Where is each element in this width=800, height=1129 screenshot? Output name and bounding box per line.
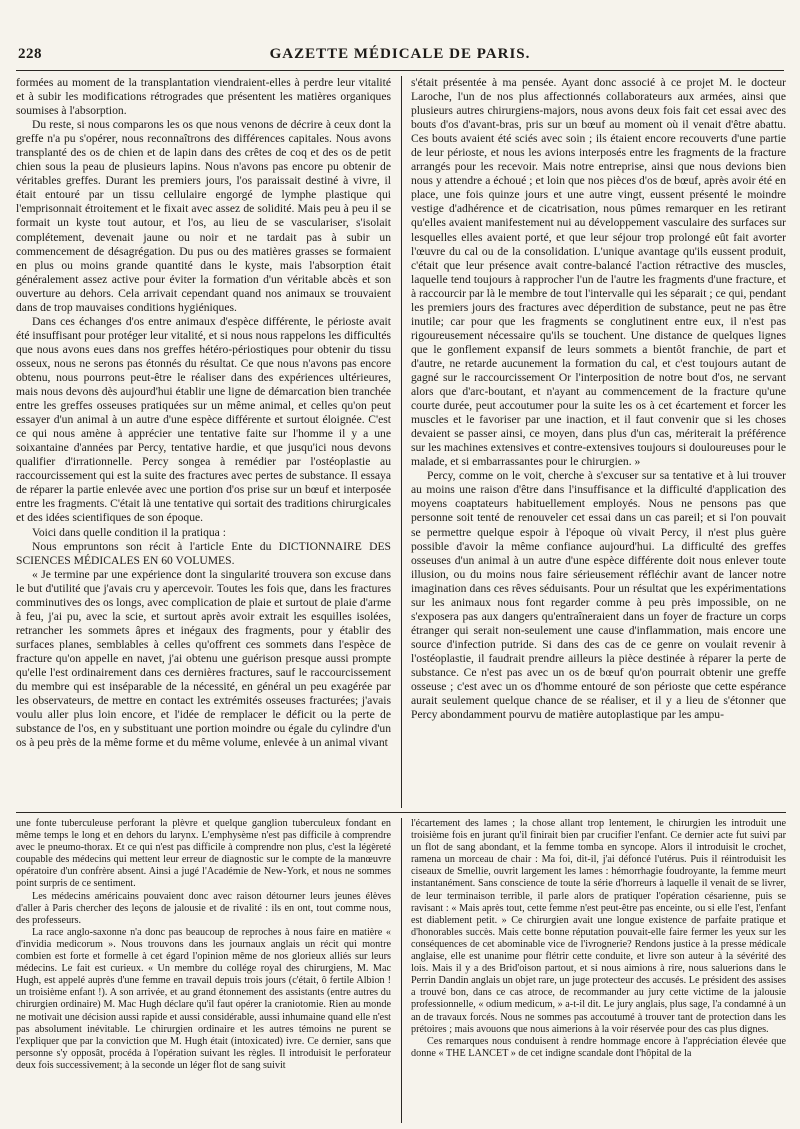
paragraph: Dans ces échanges d'os entre animaux d'espèce différente, le périoste avait été insuffisant pour protéger leur vitalité, et si nous nous rappelons les difficultés que nous avons eues dans nos greffes hétéro-périostiques pour obtenir du tissu osseux, nous ne serons pas étonnés du résultat. Ce que nous n'avons pas encore obtenu, nous pourrons peut-être le réaliser dans des expériences ultérieures, mais nous devons dès aujourd'hui établir une ligne de démarcation bien tranchée entre les greffes osseuses pratiquées sur un même animal, et celles qu'on peut essayer d'un animal à un autre d'une espèce différente et surtout éloignée. C'est ce qui nous amène à apprécier une tentative faite sur l'homme il y a une soixantaine d'années par Percy, tentative hardie, et que jusqu'ici nous devons qualifier d'irrationnelle. Percy songea à remédier par l'ostéoplastie au raccourcissement qui est la suite des fractures avec pertes de substance. Il essaya de réparer la partie enlevée avec une portion d'os prise sur un bœuf et interposée entre les fragments. C'était là une tentative qui sortait des traditions chirurgicales et des idées scientifiques de son époque. <box>16 314 391 525</box>
paragraph: Voici dans quelle condition il la pratiqua : <box>32 525 226 539</box>
paragraph: Ces remarques nous conduisent à rendre hommage encore à l'appréciation élevée que donne « THE LANCET » de cet indigne scandale dont l'hôpital de la <box>411 1035 786 1059</box>
upper-left-column <box>16 76 391 808</box>
paragraph: Nous empruntons son récit à l'article Ente du DICTIONNAIRE DES SCIENCES MÉDICALES EN 60 VOLUMES. <box>16 539 391 567</box>
paragraph: s'était présentée à ma pensée. Ayant donc associé à ce projet M. le docteur Laroche, l'un de nos plus affectionnés collaborateurs aux armées, ainsi que plusieurs autres chirurgiens-majors, nous avons deux fois fait cet essai avec des bouts d'os d'avant-bras, pris sur un bœuf au moment où il venait d'être abattu. Ces bouts avaient été sciés avec soin ; ils étaient encore recouverts d'une partie de leur périoste, et nous les avions interposés entre les fragments de la fracture arrangés pour les recevoir. Mais notre entreprise, ainsi que nous devions bien nous y attendre a échoué ; et loin que nos pièces d'os de bœuf, après avoir été en place, une fois quinze jours et une autre vingt, eussent présenté le moindre vestige d'adhérence et de cicatrisation, nous pûmes remarquer en les retirant qu'elles avaient manifestement nui au développement vasculaire des surfaces sur lesquelles elles avaient porté, et que leur séjour trop prolongé eût fait avorter l'œuvre du cal ou de la consolidation. L'unique avantage qu'ils eussent produit, c'était que leur présence avait contre-balancé l'action rétractive des muscles, laquelle tend toujours à rapprocher l'un de l'autre les fragments d'une fracture, et à raccourcir par là le membre de tout l'intervalle qui les séparait ; ce qui, pendant les premiers jours des fractures avec déperdition de substance, peut ne pas être inutile; car pour que les fragments se conglutinent entre eux, il n'est pas rigoureusement nécessaire qu'ils se touchent. Une distance de quelques lignes que le gonflement expansif de leurs sommets a bientôt franchie, de part et d'autre, ne retarde aucunement la formation du cal, et c'est toujours autant de gagné sur le raccourcissement Or l'interposition de notre bout d'os, ne servant alors que d'arc-boutant, et n'ayant au commencement de la fracture qu'une courte durée, peut accoutumer pour la suite les os à cet écartement et forcer les muscles et le favoriser par une inaction, et il faut convenir que si les choses devaient se passer ainsi, ce moyen, dans plus d'un cas, mériterait la préférence sur les machines extensives et contre-extensives toujours si douloureuses pour le malade, et si embarrassantes pour le chirurgien. » <box>411 76 786 469</box>
paragraph: « Je termine par une expérience dont la singularité trouvera son excuse dans le but d'utilité que j'avais cru y apercevoir. Toutes les fois que, dans les fractures comminutives des os longs, avec complication de plaie et surtout de plaie d'arme à feu, j'ai pu, avec la scie, et surtout après avoir extrait les esquilles isolées, retrancher les sommets âpres et inégaux des fragments, pour y établir des surfaces planes, semblables à celles qu'offrent ces sommets dans l'espèce de fracture qu'on appelle en navet, j'ai obtenu une guérison presque aussi prompte qu'elle l'est ordinairement dans ces dernières fractures, sauf le raccourcissement du membre qui est inséparable de la nécessité, en général un peu exagérée par les observateurs, de mettre en contact les extrémités osseuses fracturées; j'avais voulu aller plus loin encore, et l'idée de remplacer le déficit ou la perte de substance de l'os, en y substituant une portion moindre ou égale du cylindre d'un os à peu près de la même forme et du même volume, enlevée à un animal vivant <box>16 567 391 750</box>
lower-left-column <box>16 818 391 1123</box>
paragraph: Percy, comme on le voit, cherche à s'excuser sur sa tentative et à lui trouver au moins une raison d'être dans l'insuffisance et la difficulté d'application des moyens coaptateurs habituellement employés. Nous ne pensons pas que personne soit tenté de renouveler cet essai dans un cas pareil; et si l'on pouvait se permettre quelque espoir à l'époque où vivait Percy, il n'est plus guère possible d'avoir la même confiance aujourd'hui. La difficulté des greffes osseuses d'un animal à un autre d'une espèce différente doit nous enlever toute illusion, ou du moins nous faire sérieusement réfléchir avant de lancer notre imagination dans ces rêves séduisants. Pour un résultat que les expérimentations sur les animaux nous font regarder comme à peu près impossible, on ne s'exposera pas aux dangers qu'entraîneraient dans un foyer de fracture un corps étranger qui serait non-seulement une cause d'inflammation, mais encore une source d'infection putride. Si dans des cas de ce genre on voulait revenir à l'ostéoplastie, il faudrait prendre ailleurs la pièce destinée à réparer la perte de substance. Ce n'est pas avec un os de bœuf qu'on pourrait obtenir une greffe osseuse ; c'est avec un os d'homme entouré de son périoste que cette espérance aurait seulement quelque chance de se réaliser, et il y a lieu de s'étonner que Percy abondamment pourvu de matière autoplastique par les ampu- <box>411 469 786 722</box>
page-number: 228 <box>18 46 42 62</box>
paragraph: La race anglo-saxonne n'a donc pas beaucoup de reproches à nous faire en matière « d'invidia medicorum ». Nous trouvons dans les journaux anglais un récit qui montre combien est forte et formelle à cet égard l'opinion même de nos glorieux alliés sur leurs médecins. Le fait est curieux. « Un membre du collége royal des chirurgiens, M. Mac Hugh, est appelé auprès d'une femme en travail depuis trois jours (c'était, ô fertile Albion ! un troisième enfant !). A son arrivée, et au grand étonnement des assistants (entre autres du chirurgien ordinaire) M. Mac Hugh déclare qu'il faut opérer la craniotomie. Rien au monde ne motivait une décision aussi rapide et aussi considérable, aussi inhumaine quand elle n'est pas absolument inévitable. Le chirurgien ordinaire et les autres témoins ne purent se l'expliquer que par la conviction que M. Hugh était (intoxicated) ivre. Ce dernier, sans que personne s'y opposât, procéda à l'opération suivant les règles. Il introduisit le perforateur deux fois successivement; à la seconde un léger flot de sang suivit <box>16 926 391 1071</box>
lower-right-column <box>401 818 786 1123</box>
paragraph: Du reste, si nous comparons les os que nous venons de décrire à ceux dont la greffe n'a pu s'opérer, nous reconnaîtrons des différences capitales. Nous avons transplanté des os de chien et de lapin dans des crêtes de coq et des os de petit chien sous la peau de plusieurs lapins. Nous n'avons pas encore pu obtenir de véritables greffes. Durant les premiers jours, l'os paraissait destiné à vivre, il était entouré par un tissu cellulaire engorgé de lymphe plastique qui l'emprisonnait étroitement et le fixait avec assez de solidité. Mais peu à peu il se formait un kyste tout autour, et l'os, au lieu de se vasculariser, s'isolait complétement, devenait jaune ou noir et ne tardait pas à subir un commencement de désagrégation. Du pus ou des matières grasses se formaient en plus ou moins grande quantité dans le kyste, mais l'absorption était généralement assez active pour éviter la formation d'un véritable abcès et son ouverture au dehors. Cela arrivait cependant quand nos animaux se trouvaient dans de trop mauvaises conditions hygiéniques. <box>16 118 391 314</box>
paragraph: l'écartement des lames ; la chose allant trop lentement, le chirurgien les introduit une troisième fois en jurant qu'il finirait bien par crucifier l'enfant. Ce dernier acte fut suivi par un flot de sang abondant, et la femme tomba en syncope. Alors il introduisit le crochet, ramena un morceau de chair : Ma foi, dit-il, j'ai défoncé l'utérus. Puis il réintroduisit les ciseaux de Smellie, ouvrit largement les lames : hémorrhagie foudroyante, la femme meurt instantanément. Sans conscience de toute la série d'horreurs à laquelle il venait de se livrer, de leur terminaison terrible, il parle alors de pratiquer l'opération césarienne, puis se ravisant : « Mais après tout, cette femme n'est peut-être pas enceinte, ou si elle l'est, l'enfant est diablement petit. » Ce chirurgien avait une longue existence de parfaite pratique et d'honorables succès. Mais cette bonne réputation pouvait-elle faire fermer les yeux sur les conséquences de cet abominable vice de l'ivrognerie? Rendons justice à la presse médicale anglaise, elle est unanime pour flétrir cette conduite, et livre son auteur à la sévérité des lois. Mais il y a des Brid'oison partout, et si nous aimions à rire, nous saluerions dans le Perrin Dandin anglais un objet rare, un juge protecteur des accusés. Le président des assises a trouvé bon, dans ce cas atroce, de recommander au jury cette victime de la jalousie professionnelle, « odium medicum, » a-t-il dit. Le jury anglais, plus sage, l'a condamné à un an de travaux forcés. Nous ne sommes pas accoutumé à trouver tant de protection dans les prétoires ; mais avouons que nous aimerions à la voir réservée pour des cas plus dignes. <box>411 818 786 1035</box>
page-header <box>16 44 784 71</box>
section-divider <box>16 812 786 813</box>
upper-right-column <box>401 76 786 808</box>
journal-title: GAZETTE MÉDICALE DE PARIS. <box>269 46 531 62</box>
paragraph: formées au moment de la transplantation viendraient-elles à perdre leur vitalité et à subir les modifications rétrogrades que présentent les matières organiques soumises à l'absorption. <box>16 76 391 118</box>
upper-article <box>16 76 786 808</box>
paragraph: Les médecins américains pouvaient donc avec raison détourner leurs jeunes élèves d'aller à Paris chercher des leçons de jalousie et de rivalité : ils en ont, tout comme nous, des professeurs. <box>16 890 391 926</box>
lower-article <box>16 818 786 1123</box>
paragraph: une fonte tuberculeuse perforant la plèvre et quelque ganglion tuberculeux fondant en même temps le long et en dehors du larynx. L'emphysème n'est pas difficile à comprendre avec le pneumo-thorax. Et ce qui n'est pas difficile à comprendre non plus, c'est la légèreté coupable des médecins qui mettent leur erreur de diagnostic sur le compte de la manœuvre opératoire d'un confrère absent. Ainsi a jugé l'Académie de New-York, et nous ne sommes point surpris de ce sentiment. <box>16 818 391 890</box>
